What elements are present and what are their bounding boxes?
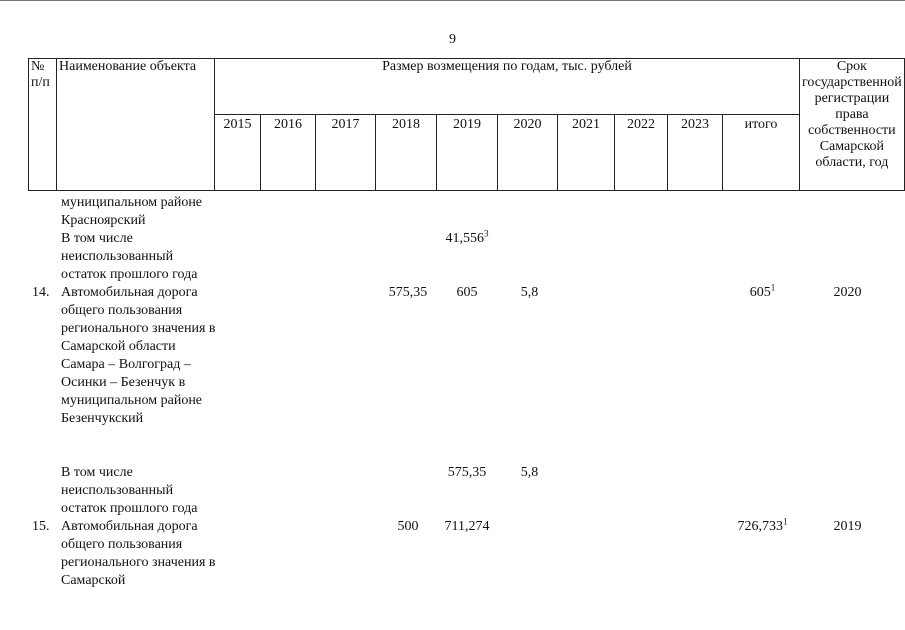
row-name: В том числе неиспользованный остаток прошлого года <box>61 231 198 282</box>
value-deadline: 2019 <box>833 519 862 534</box>
value-2018: 500 <box>397 519 419 534</box>
table-body <box>28 194 894 598</box>
header-deadline: Срок государственной регистрации права собственности Самарской области, год <box>800 59 905 191</box>
table-row <box>28 194 894 230</box>
row-name: Автомобильная дорога общего пользования регионального значения в Самарской области Самара – Волгоград – Осинки – Безенчук в муниципальном районе Безенчукский <box>61 285 216 426</box>
table-row <box>28 518 894 598</box>
value-2019: 575,35 <box>447 465 487 480</box>
page-number: 9 <box>449 32 456 47</box>
header-num: № п/п <box>29 59 57 191</box>
value-total: $605^1$ <box>749 282 776 300</box>
header-name: Наименование объекта <box>57 59 215 191</box>
header-amount: Размер возмещения по годам, тыс. рублей <box>215 59 800 115</box>
header-year-2019: 2019 <box>437 115 498 191</box>
value-2020: 5,8 <box>520 285 539 300</box>
row-name: В том числе неиспользованный остаток прошлого года <box>61 465 198 516</box>
table-row <box>28 230 894 284</box>
header-year-2016: 2016 <box>261 115 316 191</box>
row-name: Автомобильная дорога общего пользования регионального значения в Самарской <box>61 519 216 588</box>
header-year-2015: 2015 <box>215 115 261 191</box>
value-total: 726,733$^1$ <box>737 516 788 534</box>
header-year-2022: 2022 <box>615 115 668 191</box>
header-year-2020: 2020 <box>498 115 558 191</box>
value-2019: 41,556$^3$ <box>445 228 489 246</box>
table-row <box>28 464 894 518</box>
top-rule <box>0 0 905 1</box>
row-number: 14. <box>32 285 50 300</box>
table-row <box>28 284 894 464</box>
header-year-2021: 2021 <box>558 115 615 191</box>
value-2018: 575,35 <box>388 285 428 300</box>
value-2019: 605 <box>456 285 478 300</box>
value-2019: 711,274 <box>444 519 490 534</box>
header-year-2018: 2018 <box>376 115 437 191</box>
value-2020: 5,8 <box>520 465 539 480</box>
header-year-2023: 2023 <box>668 115 723 191</box>
header-total: итого <box>723 115 800 191</box>
row-number: 15. <box>32 519 50 534</box>
row-name: муниципальном районе Красноярский <box>61 195 203 228</box>
header-year-2017: 2017 <box>316 115 376 191</box>
value-deadline: 2020 <box>833 285 862 300</box>
table-header <box>28 58 905 191</box>
